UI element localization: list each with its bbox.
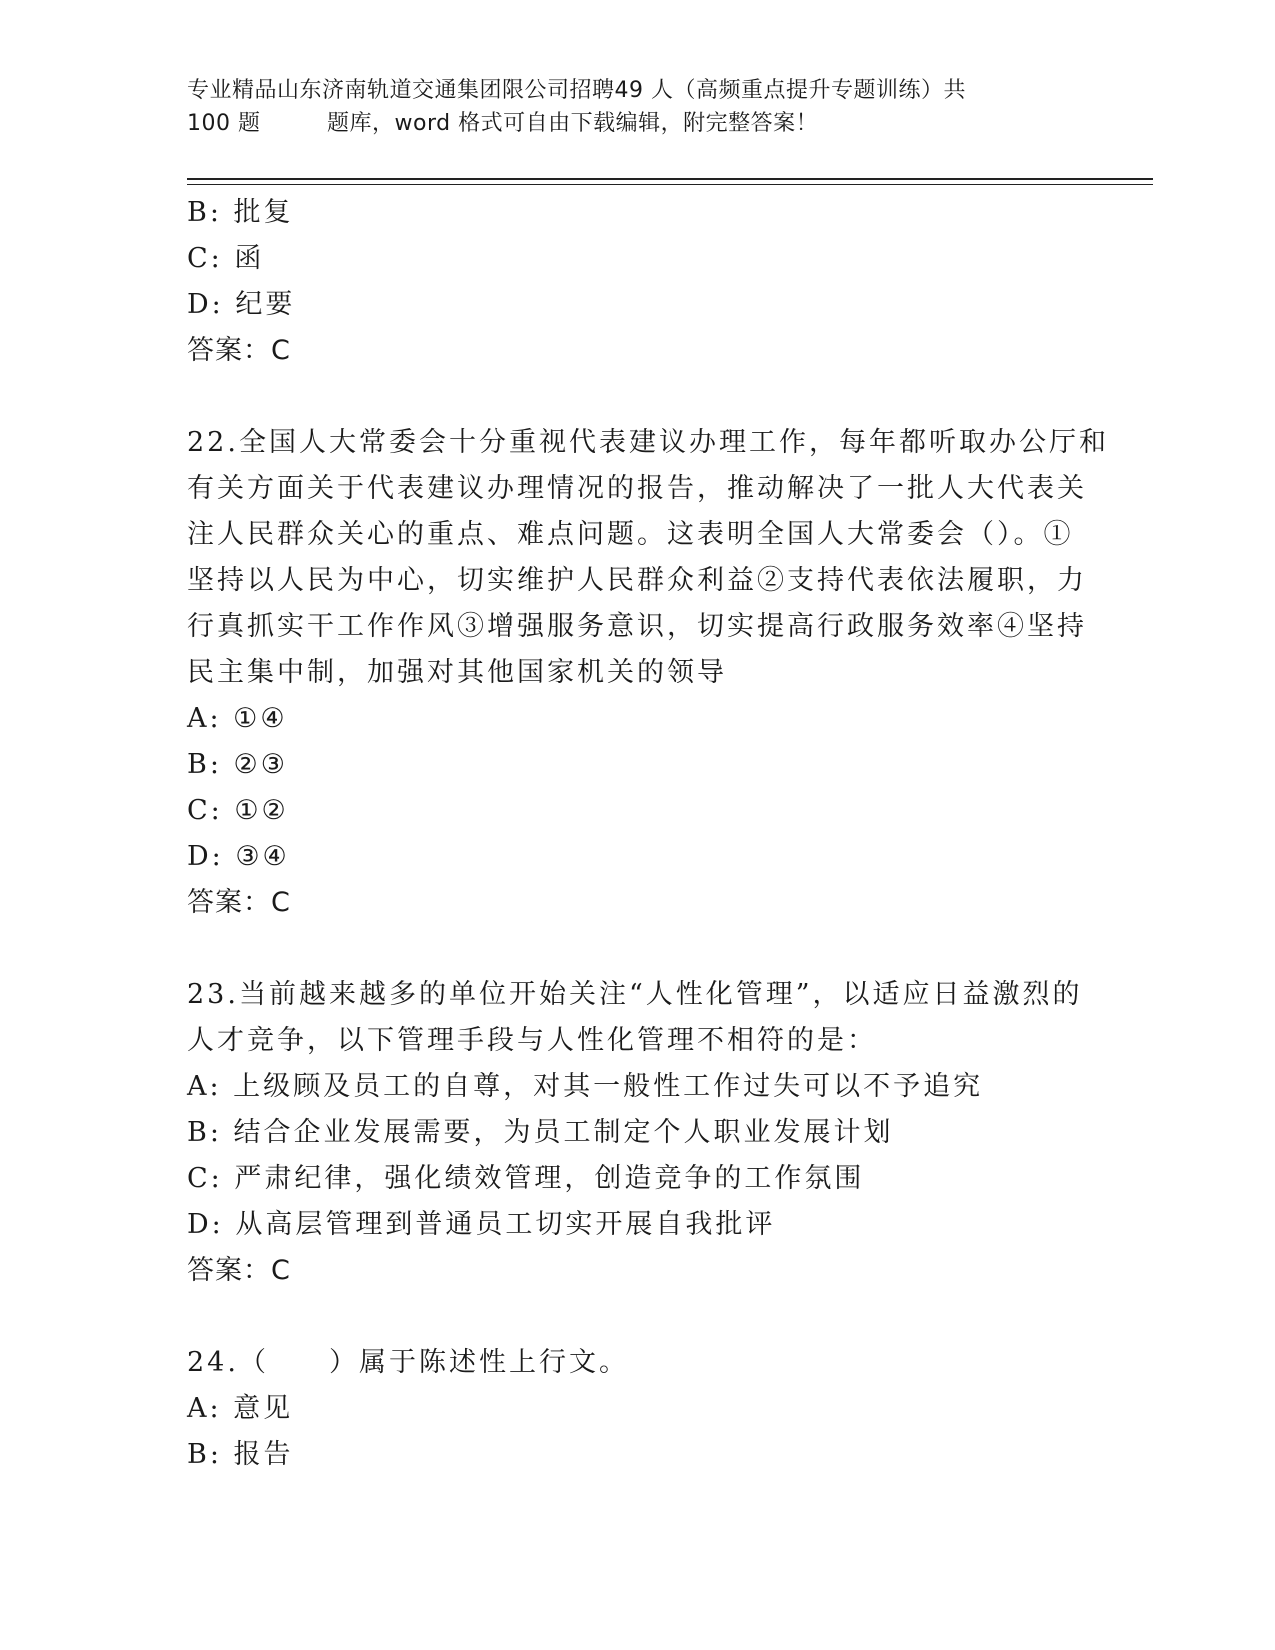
question-stem-line: 有关方面关于代表建议办理情况的报告，推动解决了一批人大代表关 [187,473,1087,504]
question-24 [187,1340,1087,1478]
header-question-count: 100 题 [187,111,261,136]
question-stem-line: 民主集中制，加强对其他国家机关的领导 [187,657,727,688]
question-stem-line: 坚持以人民为中心，切实维护人民群众利益②支持代表依法履职，力 [187,565,1087,596]
option-d: D: 从高层管理到普通员工切实开展自我批评 [187,1209,776,1240]
option-b: B: 结合企业发展需要，为员工制定个人职业发展计划 [187,1117,894,1148]
option-b: B: ②③ [187,749,288,780]
option-b: B: 报告 [187,1439,294,1470]
spacer [187,374,1087,420]
question-22 [187,420,1109,926]
question-stem-line: 行真抓实干工作作风③增强服务意识，切实提高行政服务效率④坚持 [187,611,1087,642]
option-c: C: 函 [187,243,265,274]
header-divider-thin [187,184,1153,185]
header-title-line-1: 专业精品山东济南轨道交通集团限公司招聘49 人（高频重点提升专题训练）共 [187,78,966,103]
question-stem-line: 23.当前越来越多的单位开始关注“人性化管理”，以适应日益激烈的 [187,979,1083,1010]
option-b: B: 批复 [187,197,294,228]
header-divider-thick [187,178,1153,180]
answer-line: 答案：C [187,887,291,918]
header-title-line-2 [187,107,1107,140]
option-d: D: ③④ [187,841,290,872]
option-d: D: 纪要 [187,289,296,320]
spacer [187,1294,1087,1340]
document-header [187,74,1107,140]
question-stem-line: 人才竞争，以下管理手段与人性化管理不相符的是： [187,1025,877,1056]
option-c: C: 严肃纪律，强化绩效管理，创造竞争的工作氛围 [187,1163,865,1194]
answer-line: 答案：C [187,335,291,366]
question-23 [187,972,1087,1294]
question-stem-line: 24.（ ）属于陈述性上行文。 [187,1347,629,1378]
header-subtitle: 题库，word 格式可自由下载编辑，附完整答案！ [327,111,819,136]
spacer [187,926,1087,972]
answer-line: 答案：C [187,1255,291,1286]
option-a: A: 意见 [187,1393,294,1424]
question-stem-line: 注人民群众关心的重点、难点问题。这表明全国人大常委会（）。① [187,519,1074,550]
question-21-tail [187,190,1087,374]
option-c: C: ①② [187,795,289,826]
question-stem-line: 22.全国人大常委会十分重视代表建议办理工作，每年都听取办公厅和 [187,427,1109,458]
question-content [187,190,1109,1478]
option-a: A: 上级顾及员工的自尊，对其一般性工作过失可以不予追究 [187,1071,984,1102]
option-a: A: ①④ [187,703,288,734]
